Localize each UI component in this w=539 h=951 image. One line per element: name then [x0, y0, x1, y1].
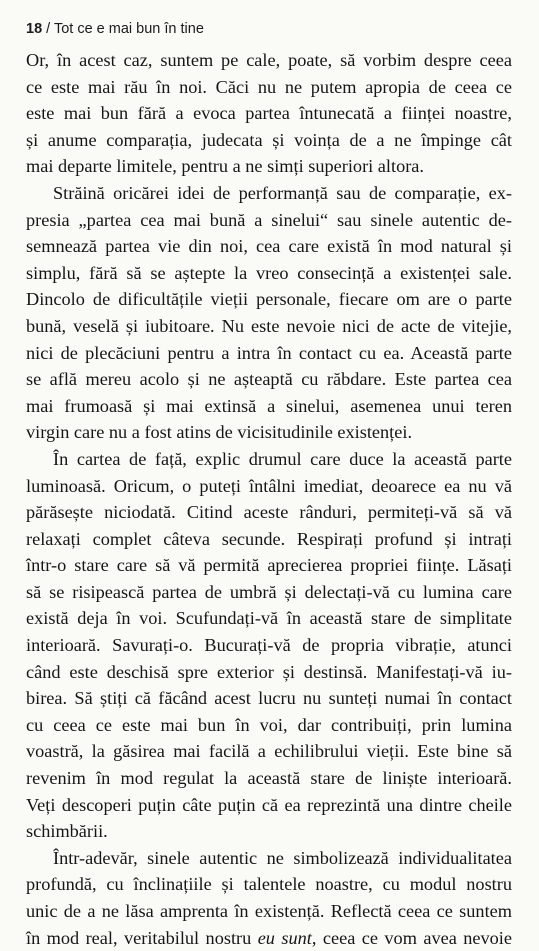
italic-phrase: eu sunt [257, 927, 312, 948]
text-run: , ceea ce vom avea nevoie [311, 927, 512, 948]
body-text [26, 47, 512, 951]
text-line: este mai bun fără a evoca partea întunecată a ființei noastre, [26, 103, 512, 124]
text-line: când este deschisă spre exterior și destinsă. Manifestați-vă iu- [26, 661, 512, 682]
running-title: Tot ce e mai bun în tine [53, 21, 204, 37]
text-line: relaxați complet câteva secunde. Respirați profund și intrați [26, 528, 512, 549]
text-line: ce este mai rău în noi. Căci nu ne putem apropia de ceea ce [26, 76, 512, 97]
text-line: mai departe limitele, pentru a ne simți superiori altora. [26, 156, 424, 177]
text-line: simplu, fără să se aștepte la vreo consecință a existenței sale. [26, 262, 512, 283]
text-line: voastră, la găsirea mai facilă a echilibrului vieții. Este bine să [26, 741, 512, 762]
text-run: în mod real, veritabilul nostru [26, 927, 258, 948]
text-line: Dincolo de dificultățile vieții personale, fiecare om are o parte [26, 289, 512, 310]
text-line: luminoasă. Oricum, o puteți întâlni imediat, deoarece ea nu vă [26, 475, 512, 496]
text-line: profundă, cu înclinațiile și talentele noastre, cu modul nostru [26, 874, 512, 895]
text-line: virgin care nu a fost atins de vicisitudinile existenței. [26, 422, 413, 443]
text-line: Într-adevăr, sinele autentic ne simbolizează individualitatea [53, 847, 512, 868]
text-line: și anume comparația, judecata și voința de a ne împinge cât [26, 129, 512, 150]
text-line: Veți descoperi puțin câte puțin că ea reprezintă una dintre cheile [26, 794, 512, 815]
text-line: să se risipească partea de umbră și delectați-vă cu lumina care [26, 581, 512, 602]
text-line: Or, în acest caz, suntem pe cale, poate, să vorbim despre ceea [26, 50, 512, 70]
text-line: unic de a ne lăsa amprenta în existență. Reflectă ceea ce suntem [26, 901, 512, 921]
text-line: cu ceea ce este mai bun în voi, dar contribuiți, prin lumina [26, 714, 512, 735]
text-line: revenim în mod regulat la această stare de liniște interioară. [26, 768, 512, 789]
text-line: În cartea de față, explic drumul care duce la această parte [53, 448, 512, 469]
page-number: 18 [26, 21, 43, 37]
text-line: Străină oricărei idei de performanță sau de comparație, ex- [53, 182, 512, 203]
paragraph-4 [26, 845, 512, 951]
text-line-final [26, 925, 512, 951]
paragraph-1 [26, 47, 512, 180]
text-line: birea. Să știți că făcând acest lucru nu sunteți numai în contact [26, 688, 512, 709]
text-line: presia „partea cea mai bună a sinelui“ sau sinele autentic de- [26, 209, 512, 230]
paragraph-2 [26, 180, 512, 446]
text-line: părăsește niciodată. Citind aceste rânduri, permiteți-vă să vă [26, 502, 512, 523]
header-separator: / [42, 21, 54, 37]
text-line: semnează partea vie din noi, cea care există în mod natural și [26, 236, 512, 257]
text-line: mai frumoasă și mai extinsă a sinelui, asemenea unui teren [26, 395, 512, 416]
text-line: se află mereu acolo și ne așteaptă cu răbdare. Este partea cea [26, 369, 512, 390]
text-line: nici de plecăciuni pentru a intra în contact cu ea. Această parte [26, 342, 512, 363]
paragraph-3 [26, 446, 512, 845]
text-line: există deja în voi. Scufundați-vă în această stare de simplitate [26, 608, 512, 629]
text-line: interioară. Savurați-o. Bucurați-vă de propria vibrație, atunci [26, 635, 512, 656]
text-line: într-o stare care să vă permită aprecierea propriei ființe. Lăsați [26, 555, 512, 576]
text-line: schimbării. [26, 821, 108, 842]
running-header [26, 21, 204, 37]
text-line: bună, veselă și iubitoare. Nu este nevoie nici de acte de vitejie, [26, 315, 512, 336]
